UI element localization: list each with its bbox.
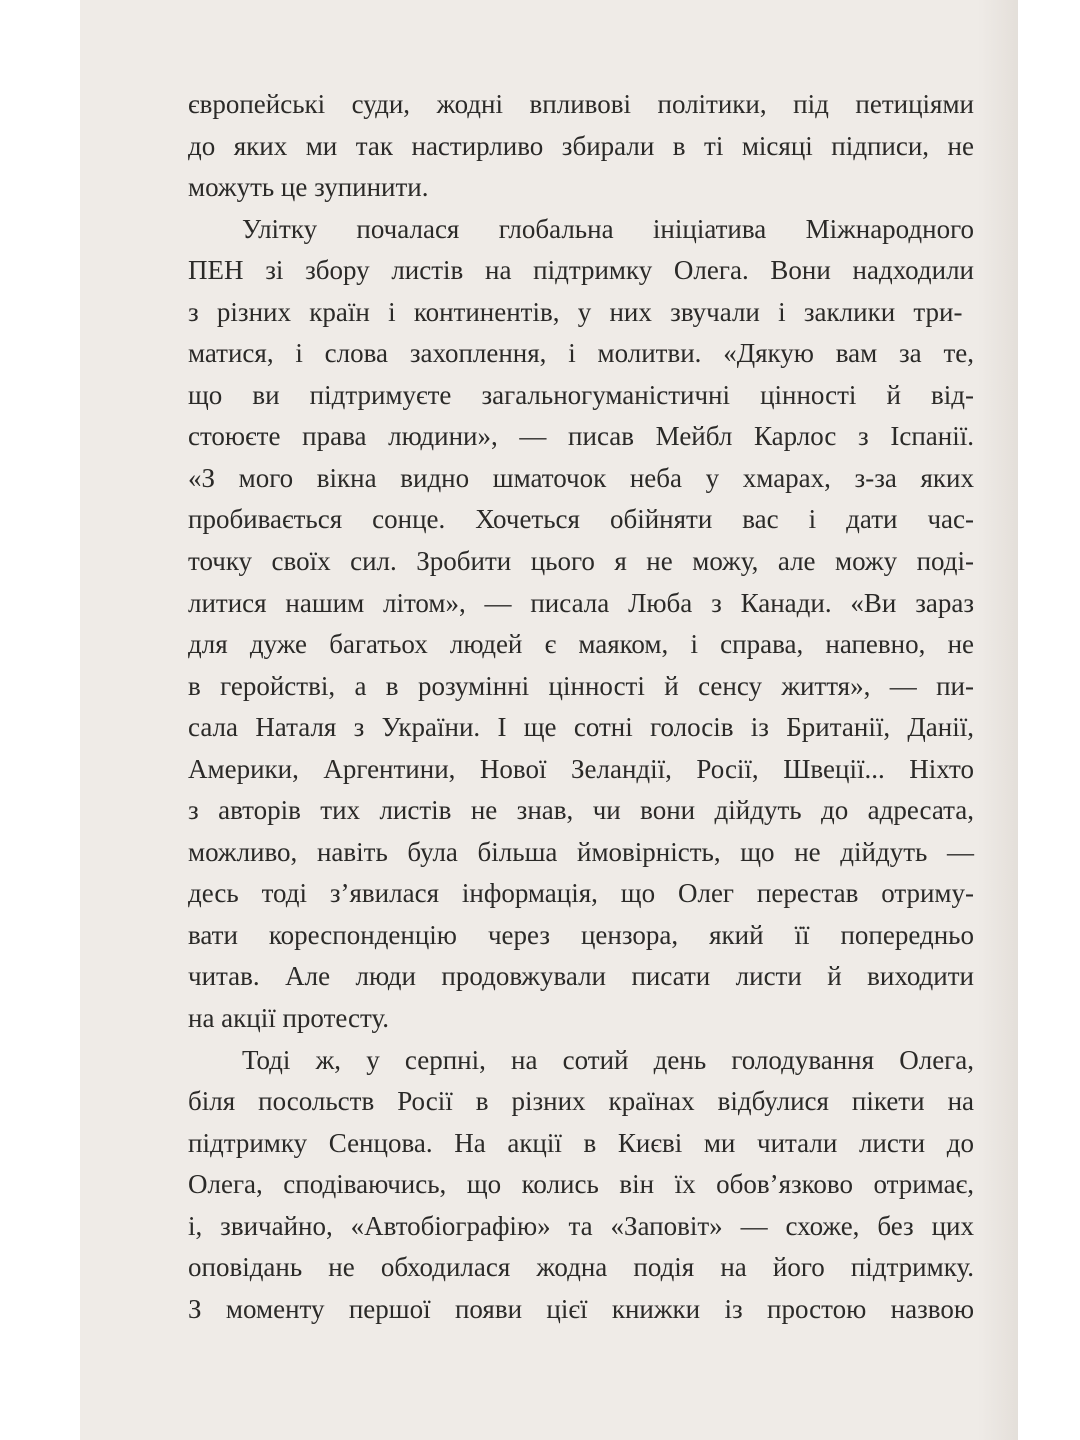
text-line: точку своїх сил. Зробити цього я не можу, але можу поді- — [188, 546, 974, 577]
text-line: з авторів тих листів не знав, чи вони дійдуть до адресата, — [188, 795, 974, 826]
text-line: литися нашим літом», — писала Люба з Канади. «Ви зараз — [188, 587, 974, 618]
text-line: на акції протесту. — [188, 1003, 390, 1034]
text-line: оповідань не обходилася жодна подія на його підтримку. — [188, 1252, 974, 1283]
text-line: до яких ми так настирливо збирали в ті місяці підписи, не — [188, 130, 974, 161]
text-line: європейські суди, жодні впливові політики, під петиціями — [188, 89, 974, 119]
text-line: Тоді ж, у серпні, на сотий день голодування Олега, — [242, 1044, 974, 1075]
book-page — [80, 0, 1018, 1440]
text-line: читав. Але люди продовжували писати листи й виходити — [188, 961, 974, 992]
text-line: Америки, Аргентини, Нової Зеландії, Росії, Швеції... Ніхто — [188, 753, 974, 784]
text-line: що ви підтримуєте загальногуманістичні цінності й від- — [188, 379, 974, 410]
text-line: Улітку почалася глобальна ініціатива Міжнародного — [242, 213, 974, 244]
text-line: З моменту першої появи цієї книжки із простою назвою — [188, 1293, 974, 1324]
text-line: біля посольств Росії в різних країнах відбулися пікети на — [188, 1086, 974, 1117]
text-line: для дуже багатьох людей є маяком, і справа, напевно, не — [188, 629, 974, 660]
text-line: і, звичайно, «Автобіографію» та «Заповіт» — схоже, без цих — [188, 1210, 974, 1241]
text-line: в геройстві, а в розумінні цінності й сенсу життя», — пи- — [188, 670, 974, 701]
text-line: з різних країн і континентів, у них звучали і заклики три- — [188, 296, 963, 327]
text-line: десь тоді з’явилася інформація, що Олег перестав отриму- — [188, 878, 974, 909]
text-line: ПЕН зі збору листів на підтримку Олега. Вони надходили — [188, 255, 974, 286]
text-line: сала Наталя з України. І ще сотні голосів із Британії, Данії, — [188, 712, 974, 743]
text-line: стоюєте права людини», — писав Мейбл Карлос з Іспанії. — [188, 421, 974, 452]
text-line: можуть це зупинити. — [188, 172, 429, 203]
text-line: пробивається сонце. Хочеться обійняти вас і дати час- — [188, 504, 974, 535]
text-line: Олега, сподіваючись, що колись він їх обов’язково отримає, — [188, 1169, 974, 1200]
text-line: вати кореспонденцію через цензора, який її попередньо — [188, 919, 974, 950]
text-line: можливо, навіть була більша ймовірність, що не дійдуть — — [188, 836, 974, 867]
body-text — [188, 84, 974, 1330]
text-line: матися, і слова захоплення, і молитви. «Дякую вам за те, — [188, 338, 974, 369]
text-line: «З мого вікна видно шматочок неба у хмарах, з-за яких — [188, 462, 974, 493]
text-line: підтримку Сенцова. На акції в Києві ми читали листи до — [188, 1127, 974, 1158]
